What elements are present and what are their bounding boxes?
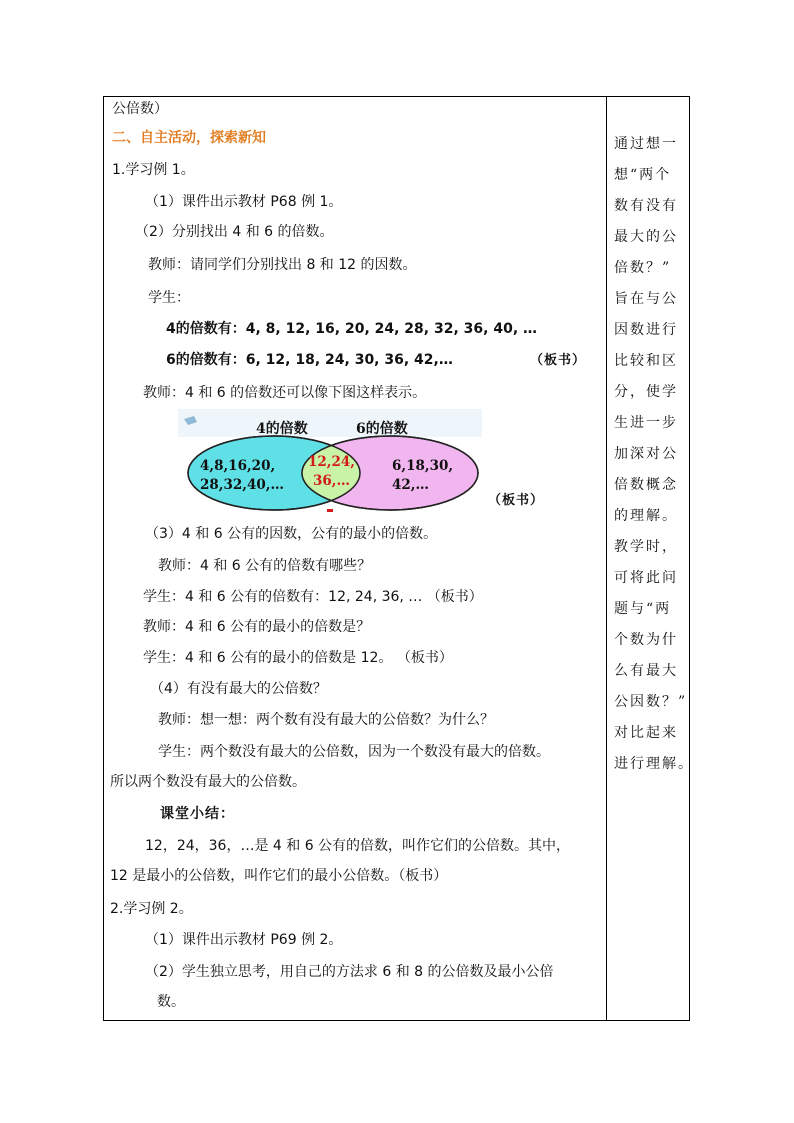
teacher-line-2: 教师：4 和 6 的倍数还可以像下图这样表示。 (143, 385, 427, 401)
section-heading: 二、自主活动，探索新知 (112, 130, 266, 146)
side-note-line: 因数进行 (614, 322, 678, 338)
column-divider (606, 96, 607, 1021)
venn-label-left: 4的倍数 (256, 421, 308, 437)
venn-label-right: 6的倍数 (356, 421, 408, 437)
side-note-line: 分，使学 (614, 384, 678, 400)
venn-center-line-1: 12,24, (308, 454, 355, 470)
student-line-3: 学生：4 和 6 公有的倍数有：12, 24, 36, … （板书） (143, 589, 483, 605)
example2-step2b: 数。 (157, 994, 185, 1010)
example1-step4: （4）有没有最大的公倍数？ (150, 681, 327, 697)
venn-marker (327, 509, 333, 512)
example1-title: 1.学习例 1。 (112, 162, 195, 178)
side-note-line: 最大的公 (614, 229, 678, 245)
venn-diagram (178, 409, 482, 513)
side-note-line: 公因数？” (614, 694, 688, 710)
student-line-5a: 学生：两个数没有最大的公倍数，因为一个数没有最大的倍数。 (158, 744, 550, 760)
top-fragment: 公倍数） (112, 101, 168, 117)
example2-step1: （1）课件出示教材 P69 例 2。 (145, 932, 343, 948)
venn-right-line-1: 6,18,30, (392, 458, 454, 474)
side-note-line: 教学时， (614, 539, 678, 555)
side-note-line: 旨在与公 (614, 291, 678, 307)
venn-left-line-2: 28,32,40,… (200, 477, 284, 493)
side-note-line: 倍数？” (614, 260, 672, 276)
side-note-line: 加深对公 (614, 446, 678, 462)
venn-header-band (178, 409, 482, 437)
side-note-line: 题与“两 (614, 601, 672, 617)
teacher-line-3: 教师：4 和 6 公有的倍数有哪些？ (158, 558, 372, 574)
student-line-5b: 所以两个数没有最大的公倍数。 (110, 774, 306, 790)
side-note-line: 倍数概念 (614, 477, 678, 493)
student-line-4: 学生：4 和 6 公有的最小的倍数是 12。 （板书） (143, 650, 453, 666)
venn-left-line-1: 4,8,16,20, (200, 458, 276, 474)
example1-step2: （2）分别找出 4 和 6 的倍数。 (135, 224, 334, 240)
side-note-line: 么有最大 (614, 663, 678, 679)
example2-title: 2.学习例 2。 (110, 901, 193, 917)
summary-title: 课堂小结： (160, 806, 235, 822)
side-note-line: 个数为什 (614, 632, 678, 648)
side-note-line: 数有没有 (614, 198, 678, 214)
summary-line-2: 12 是最小的公倍数，叫作它们的最小公倍数。（板书） (110, 868, 448, 884)
example1-step3: （3）4 和 6 公有的因数，公有的最小的倍数。 (145, 526, 438, 542)
board-tag-1: （板书） (530, 353, 587, 368)
example1-step1: （1）课件出示教材 P68 例 1。 (145, 194, 343, 210)
summary-line-1: 12，24，36，…是 4 和 6 公有的倍数，叫作它们的公倍数。其中， (145, 838, 571, 854)
example2-step2a: （2）学生独立思考，用自己的方法求 6 和 8 的公倍数及最小公倍 (145, 964, 554, 980)
side-note-line: 可将此问 (614, 570, 678, 586)
side-note-line: 进行理解。 (614, 756, 694, 772)
side-note-line: 生进一步 (614, 415, 678, 431)
teacher-line-4: 教师：4 和 6 公有的最小的倍数是？ (143, 619, 371, 635)
side-note-line: 想“两个 (614, 167, 672, 183)
teacher-line-5: 教师：想一想：两个数有没有最大的公倍数？为什么？ (158, 712, 494, 728)
side-note-line: 对比起来 (614, 725, 678, 741)
venn-center-line-2: 36,… (313, 473, 350, 489)
side-note-line: 比较和区 (614, 353, 678, 369)
multiples-of-4: 4的倍数有：4, 8, 12, 16, 20, 24, 28, 32, 36, 40, … (166, 321, 538, 337)
multiples-of-6: 6的倍数有：6, 12, 18, 24, 30, 36, 42,… (166, 352, 453, 368)
side-note-line: 的理解。 (614, 508, 678, 524)
student-line-1: 学生： (148, 290, 190, 306)
side-note-line: 通过想一 (614, 136, 678, 152)
board-tag-2: （板书） (488, 493, 545, 508)
teacher-line-1: 教师：请同学们分别找出 8 和 12 的因数。 (148, 257, 417, 273)
venn-right-line-2: 42,… (392, 477, 429, 493)
